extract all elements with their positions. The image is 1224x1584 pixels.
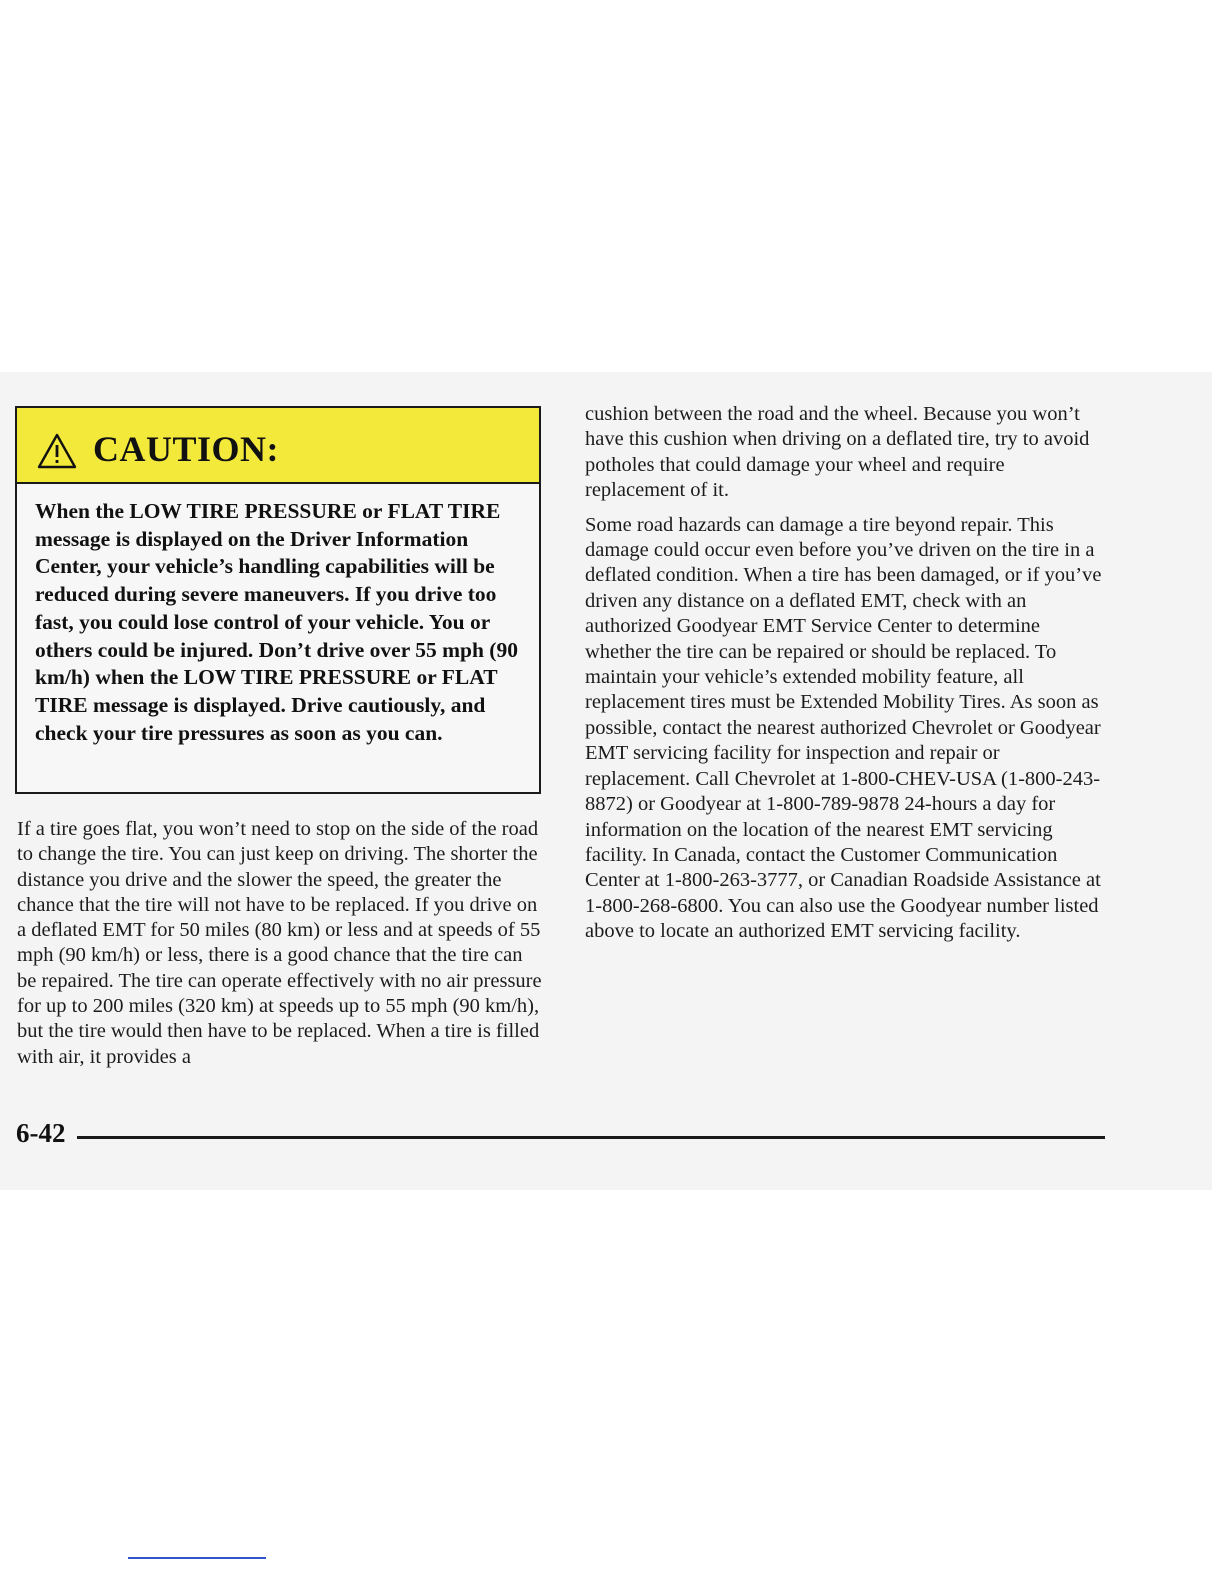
right-column-paragraph-1: cushion between the road and the wheel. Because you won’t have this cushion when driving on a deflated tire, try to avoid potholes that could damage your wheel and require replacement of it. — [585, 403, 1090, 502]
warning-triangle-icon — [37, 433, 77, 469]
page-number: 6-42 — [16, 1118, 66, 1148]
caution-title: CAUTION: — [93, 429, 280, 469]
right-column-paragraph-2: Some road hazards can damage a tire beyond repair. This damage could occur even before you’ve driven on the tire in a deflated condition. When a tire has been damaged, or if you’ve driven any distance on a deflated EMT, check with an authorized Goodyear EMT Service Center to determine whether the tire can be repaired or should be replaced. To maintain your vehicle’s extended mobility feature, all replacement tires must be Extended Mobility Tires. As soon as possible, contact the nearest authorized Chevrolet or Goodyear EMT servicing facility for inspection and repair or replacement. Call Chevrolet at 1-800-CHEV-USA (1-800-243-8872) or Goodyear at 1-800-789-9878 24-hours a day for information on the location of the nearest EMT servicing facility. In Canada, contact the Customer Communication Center at 1-800-263-3777, or Canadian Roadside Assistance at 1-800-268-6800. You can also use the Goodyear number listed above to locate an authorized EMT servicing facility. — [585, 513, 1102, 943]
caution-text: When the LOW TIRE PRESSURE or FLAT TIRE message is displayed on the Driver Information Center, your vehicle’s handling capabilities will be reduced during severe maneuvers. If you drive too fast, you could lose control of your vehicle. You or others could be injured. Don’t drive over 55 mph (90 km/h) when the LOW TIRE PRESSURE or FLAT TIRE message is displayed. Drive cautiously, and check your tire pressures as soon as you can. — [35, 499, 518, 745]
footer-rule — [77, 1136, 1105, 1139]
caution-box — [15, 406, 541, 794]
caution-header — [17, 408, 539, 484]
bottom-underline-mark — [128, 1557, 266, 1559]
right-column — [585, 402, 1107, 945]
left-column-paragraph: If a tire goes flat, you won’t need to stop on the side of the road to change the tire. You can just keep on driving. The shorter the distance you drive and the slower the speed, the greater the chance that the tire will not have to be replaced. If you drive on a deflated EMT for 50 miles (80 km) or less and at speeds of 55 mph (90 km/h) or less, there is a good chance that the tire can be repaired. The tire can operate effectively with no air pressure for up to 200 miles (320 km) at speeds up to 55 mph (90 km/h), but the tire would then have to be replaced. When a tire is filled with air, it provides a — [17, 818, 542, 1068]
